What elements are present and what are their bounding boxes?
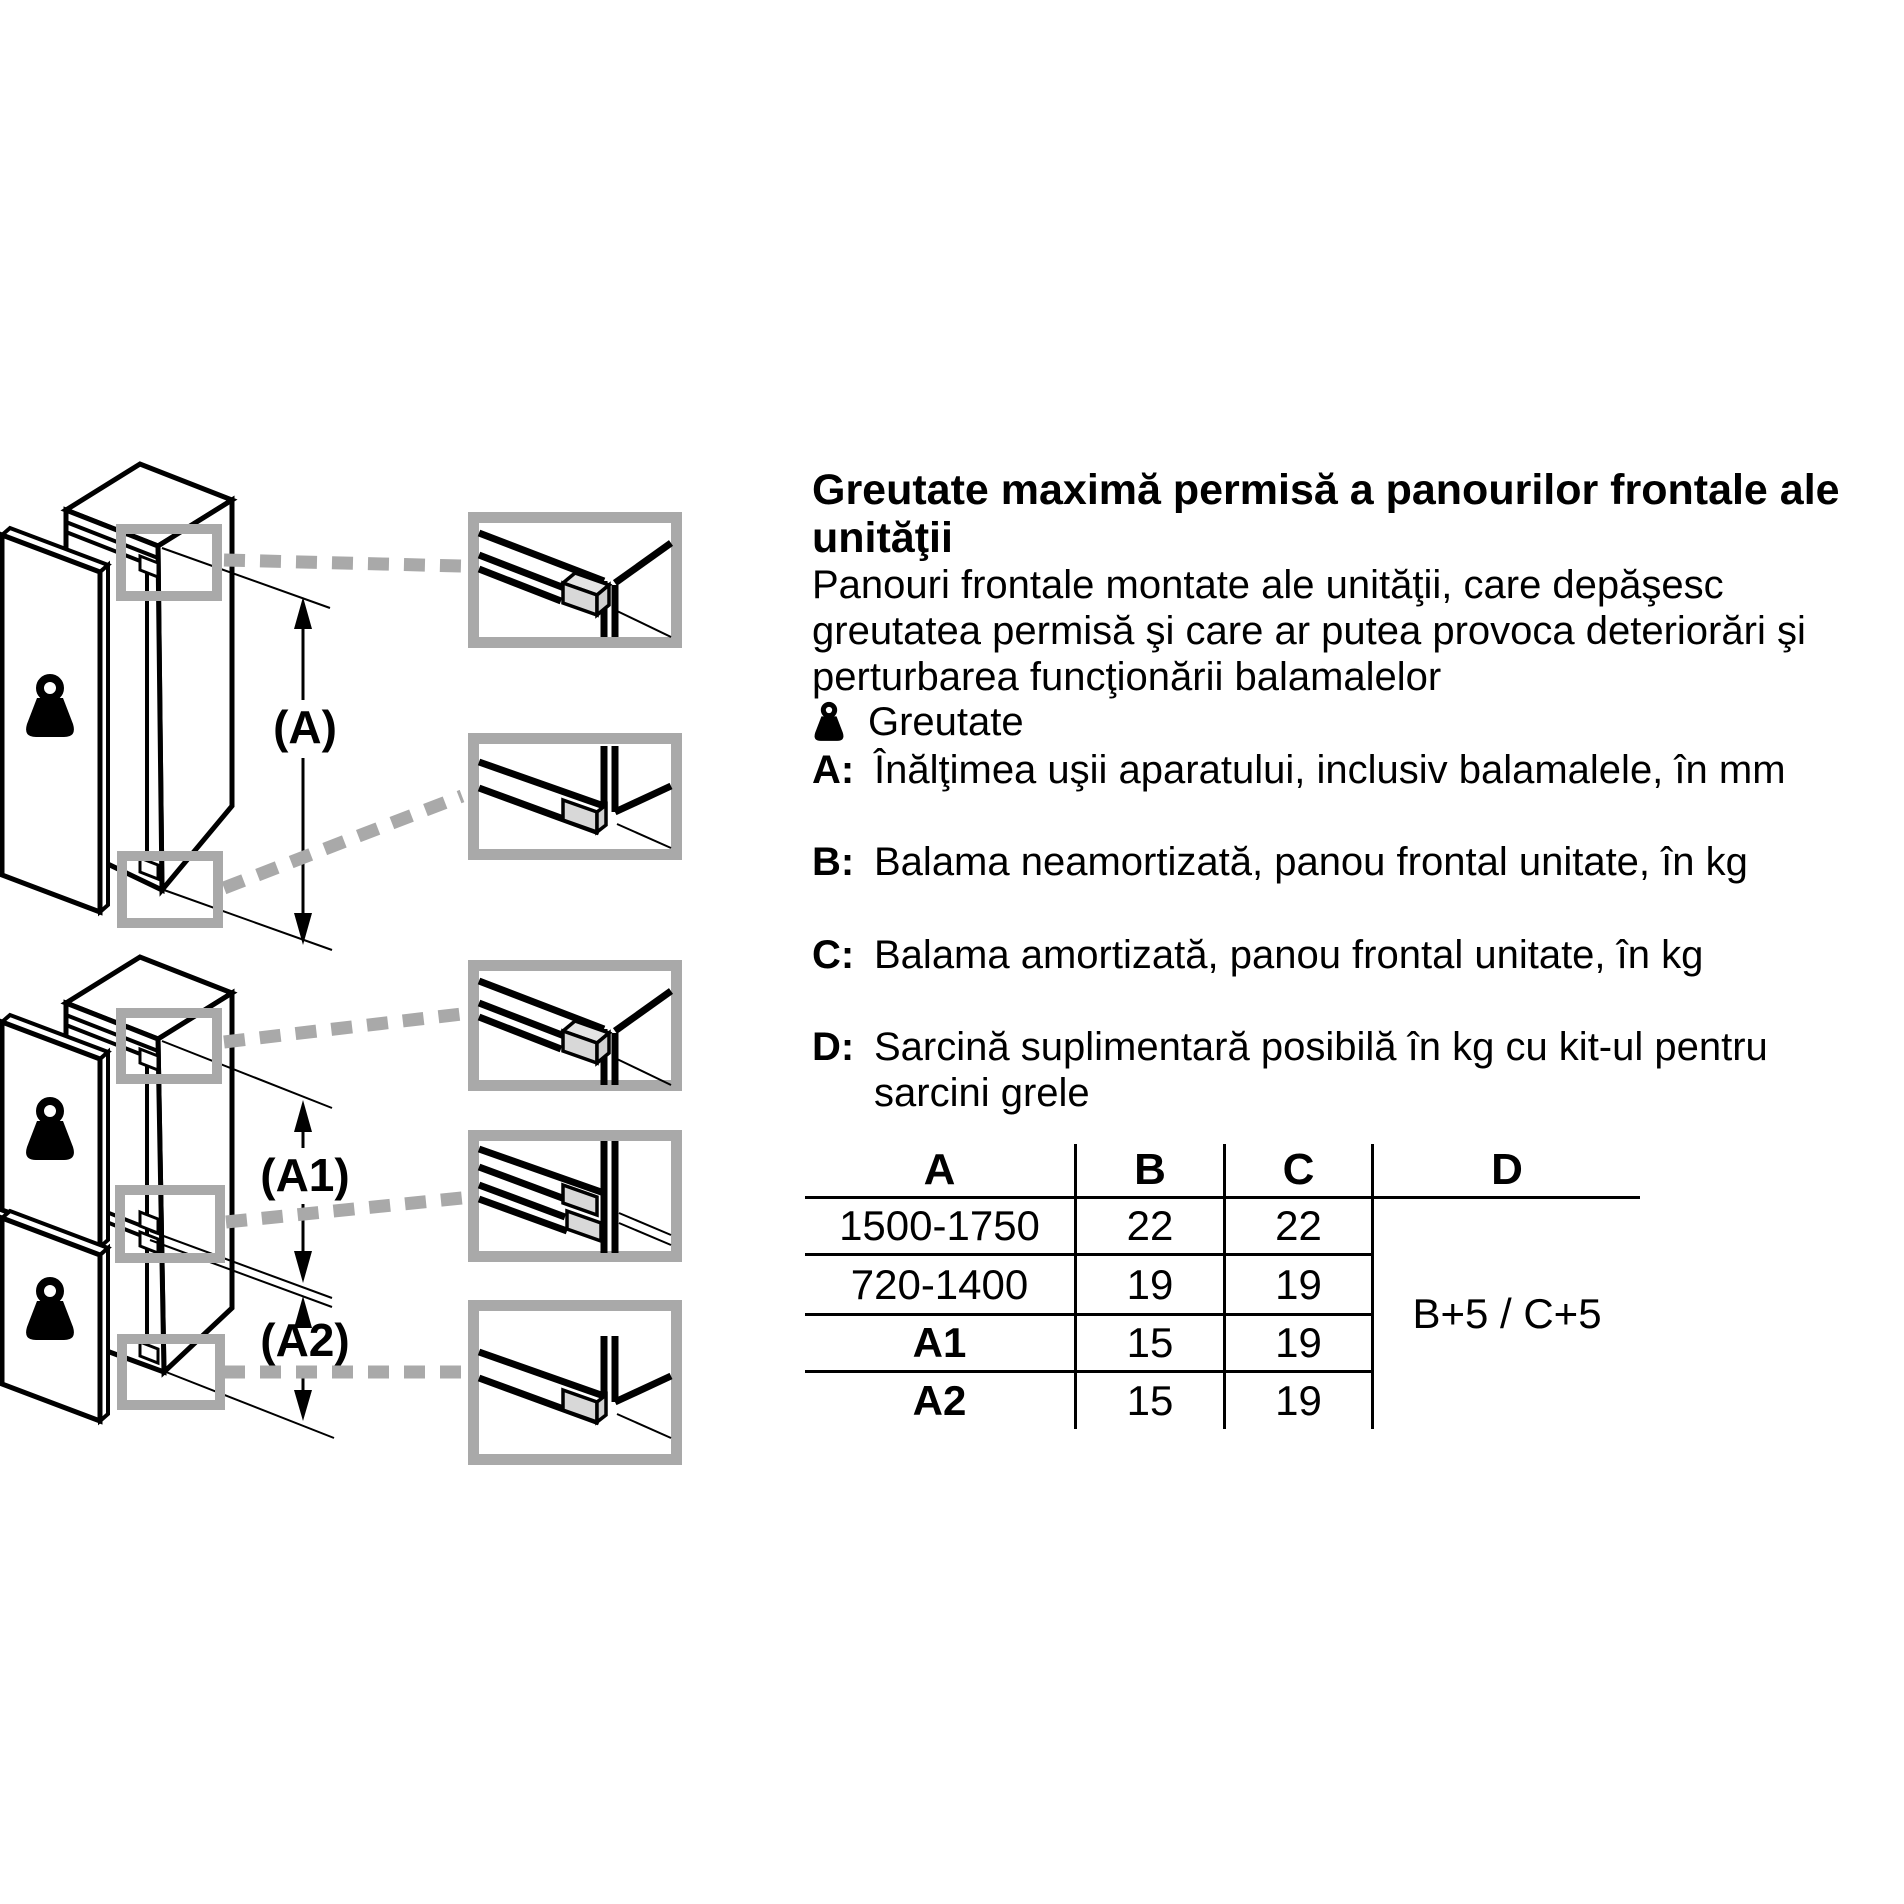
weight-legend [812,699,1024,745]
detail-box-top [474,518,677,643]
table-header-c: C [1226,1144,1374,1199]
single-door-diagram [2,464,677,950]
table-cell: 19 [1226,1256,1374,1316]
intro-paragraph-line3: perturbarea funcţionării balamalelor [812,655,1442,699]
definition-b-key: B: [812,840,855,884]
definition-d-text-line2: sarcini grele [874,1071,1090,1115]
label-a2: (A2) [260,1314,350,1366]
table-cell: A1 [805,1316,1077,1373]
detail-box-middle [474,1136,677,1257]
table-cell: 19 [1226,1316,1374,1373]
weight-icon [812,699,846,745]
table-cell: 19 [1226,1373,1374,1429]
definition-c-key: C: [812,933,855,977]
definition-a-text: Înălţimea uşii aparatului, inclusiv balamalele, în mm [874,748,1786,792]
definition-a-key: A: [812,748,855,792]
double-door-diagram [2,957,677,1460]
table-cell-d-merged: B+5 / C+5 [1412,1290,1602,1337]
definition-d-key: D: [812,1025,855,1069]
dimension-a2 [260,1296,349,1421]
weight-legend-label: Greutate [868,699,1024,744]
detail-box-bottom [474,1306,677,1460]
detail-box-top [474,966,677,1086]
label-a1: (A1) [260,1149,350,1201]
table-cell: 15 [1077,1316,1226,1373]
table-cell: 22 [1226,1199,1374,1256]
table-cell: 19 [1077,1256,1226,1316]
definition-c [812,932,1703,978]
table-header-d: D [1374,1144,1640,1199]
definition-d [812,1024,1768,1116]
table-cell: A2 [805,1373,1077,1429]
definition-b-text: Balama neamortizată, panou frontal unitate, în kg [874,840,1748,884]
page-title-line2: unităţii [812,514,953,562]
page-title-line1: Greutate maximă permisă a panourilor frontale ale [812,466,1840,514]
table-header-b: B [1077,1144,1226,1199]
table-cell: 1500-1750 [805,1199,1077,1256]
dimension-a1 [260,1100,349,1283]
table-cell: 15 [1077,1373,1226,1429]
table-header-a: A [805,1144,1077,1199]
definition-a [812,747,1786,793]
appliance-door-diagram [0,380,700,1520]
intro-paragraph-line2: greutatea permisă şi care ar putea provoca deteriorări şi [812,609,1806,653]
intro-paragraph-line1: Panouri frontale montate ale unităţii, care depăşesc [812,563,1724,607]
definition-d-text: Sarcină suplimentară posibilă în kg cu kit-ul pentru [874,1025,1768,1069]
dimension-a [273,597,337,945]
table-cell: 720-1400 [805,1256,1077,1316]
weight-table [805,1144,1640,1429]
table-cell: 22 [1077,1199,1226,1256]
label-a: (A) [273,701,337,753]
leader-lines [224,560,462,888]
detail-box-bottom [474,739,677,855]
definition-c-text: Balama amortizată, panou frontal unitate, în kg [874,933,1704,977]
definition-b [812,839,1748,885]
